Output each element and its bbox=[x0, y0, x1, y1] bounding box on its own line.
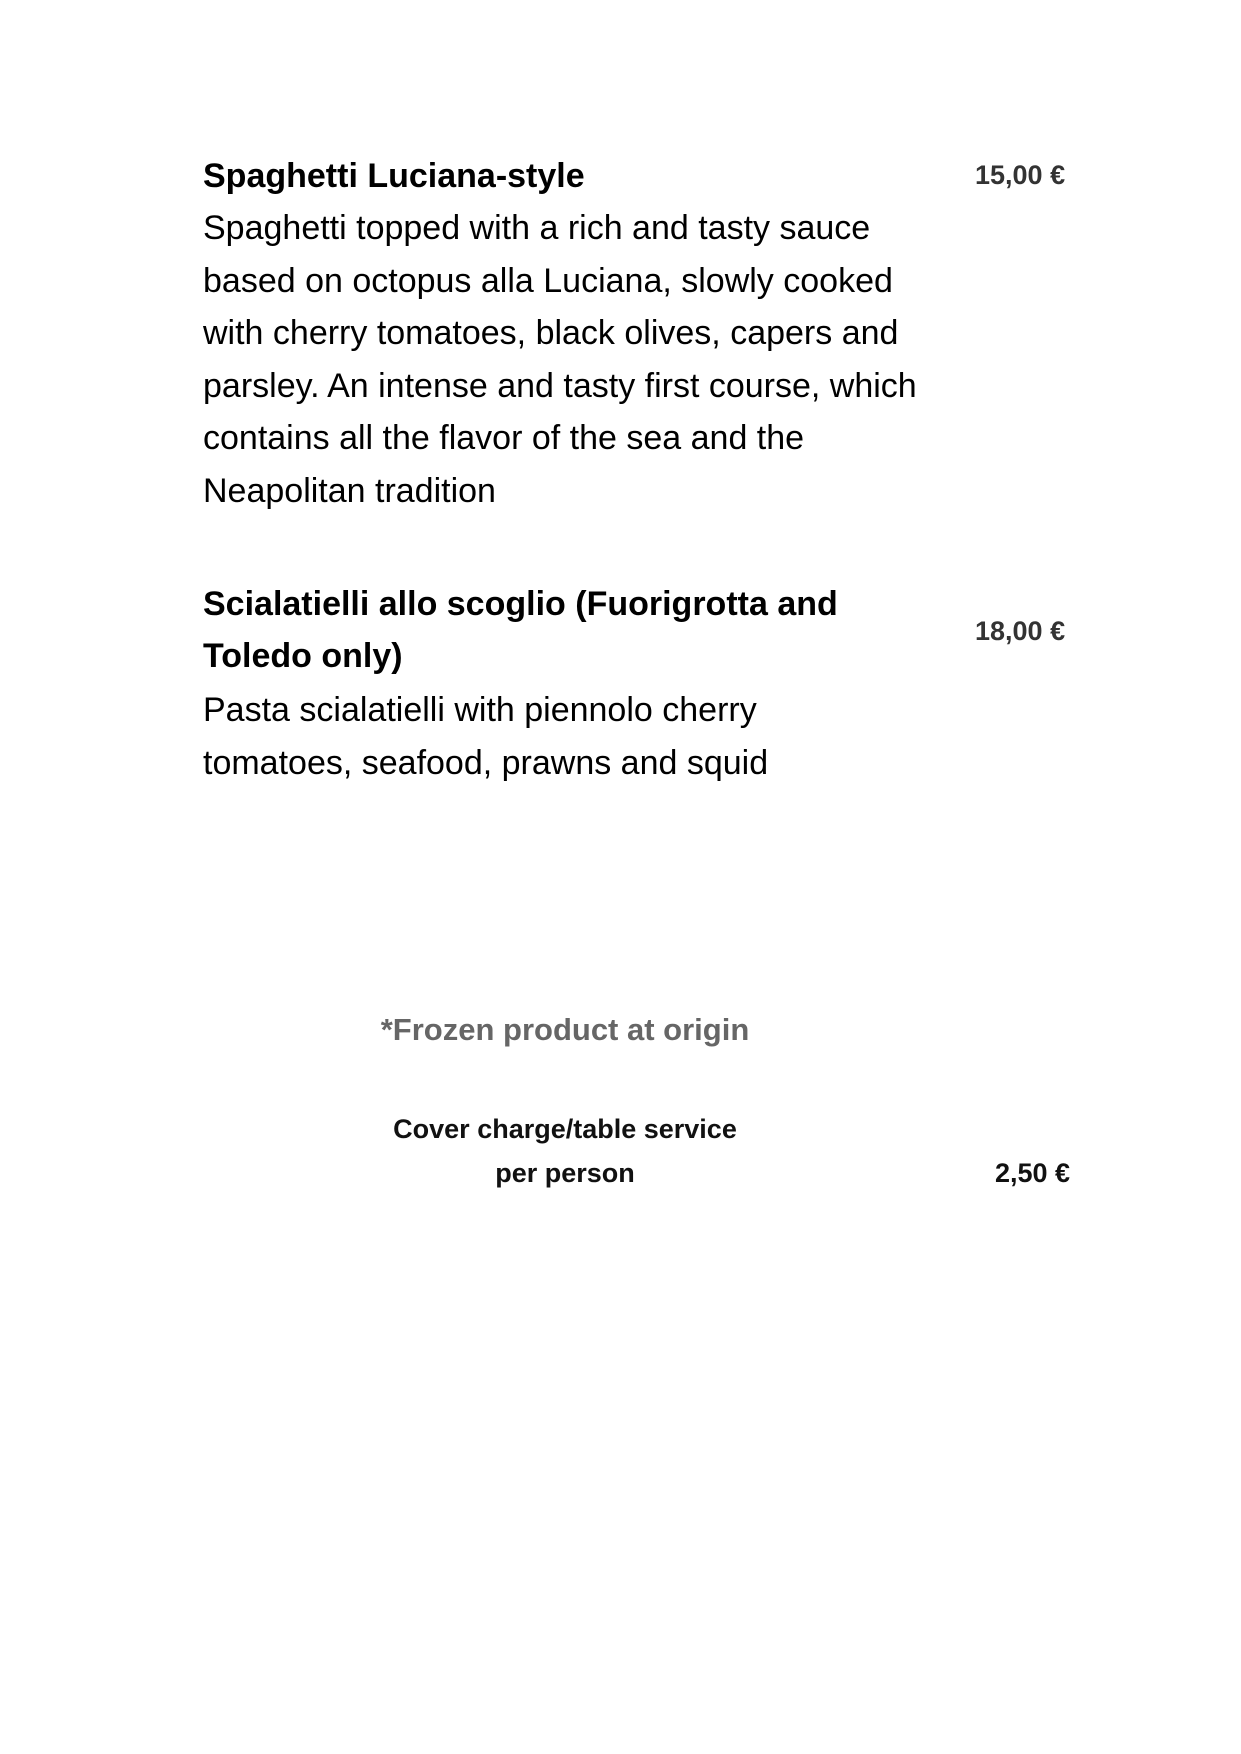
cover-charge-label: Cover charge/table service bbox=[393, 1114, 737, 1144]
cover-charge-per-person: per person bbox=[495, 1158, 635, 1188]
cover-charge-price: 2,50 € bbox=[995, 1158, 1071, 1188]
menu-item-price: 18,00 € bbox=[975, 616, 1066, 646]
frozen-product-note: *Frozen product at origin bbox=[380, 1012, 750, 1047]
menu-item-title: Scialatielli allo scoglio (Fuorigrotta and Toledo only) bbox=[203, 585, 838, 675]
menu-item-description: Pasta scialatielli with piennolo cherry tomatoes, seafood, prawns and squid bbox=[203, 691, 769, 782]
menu-item-price: 15,00 € bbox=[975, 160, 1066, 190]
menu-item-title: Spaghetti Luciana-style bbox=[203, 157, 585, 195]
menu-item-description: Spaghetti topped with a rich and tasty sauce based on octopus alla Luciana, slowly cooked with cherry tomatoes, black olives, capers and parsley. An intense and tasty first course, which contains all the flavor of the sea and the Neapolitan tradition bbox=[203, 209, 917, 510]
